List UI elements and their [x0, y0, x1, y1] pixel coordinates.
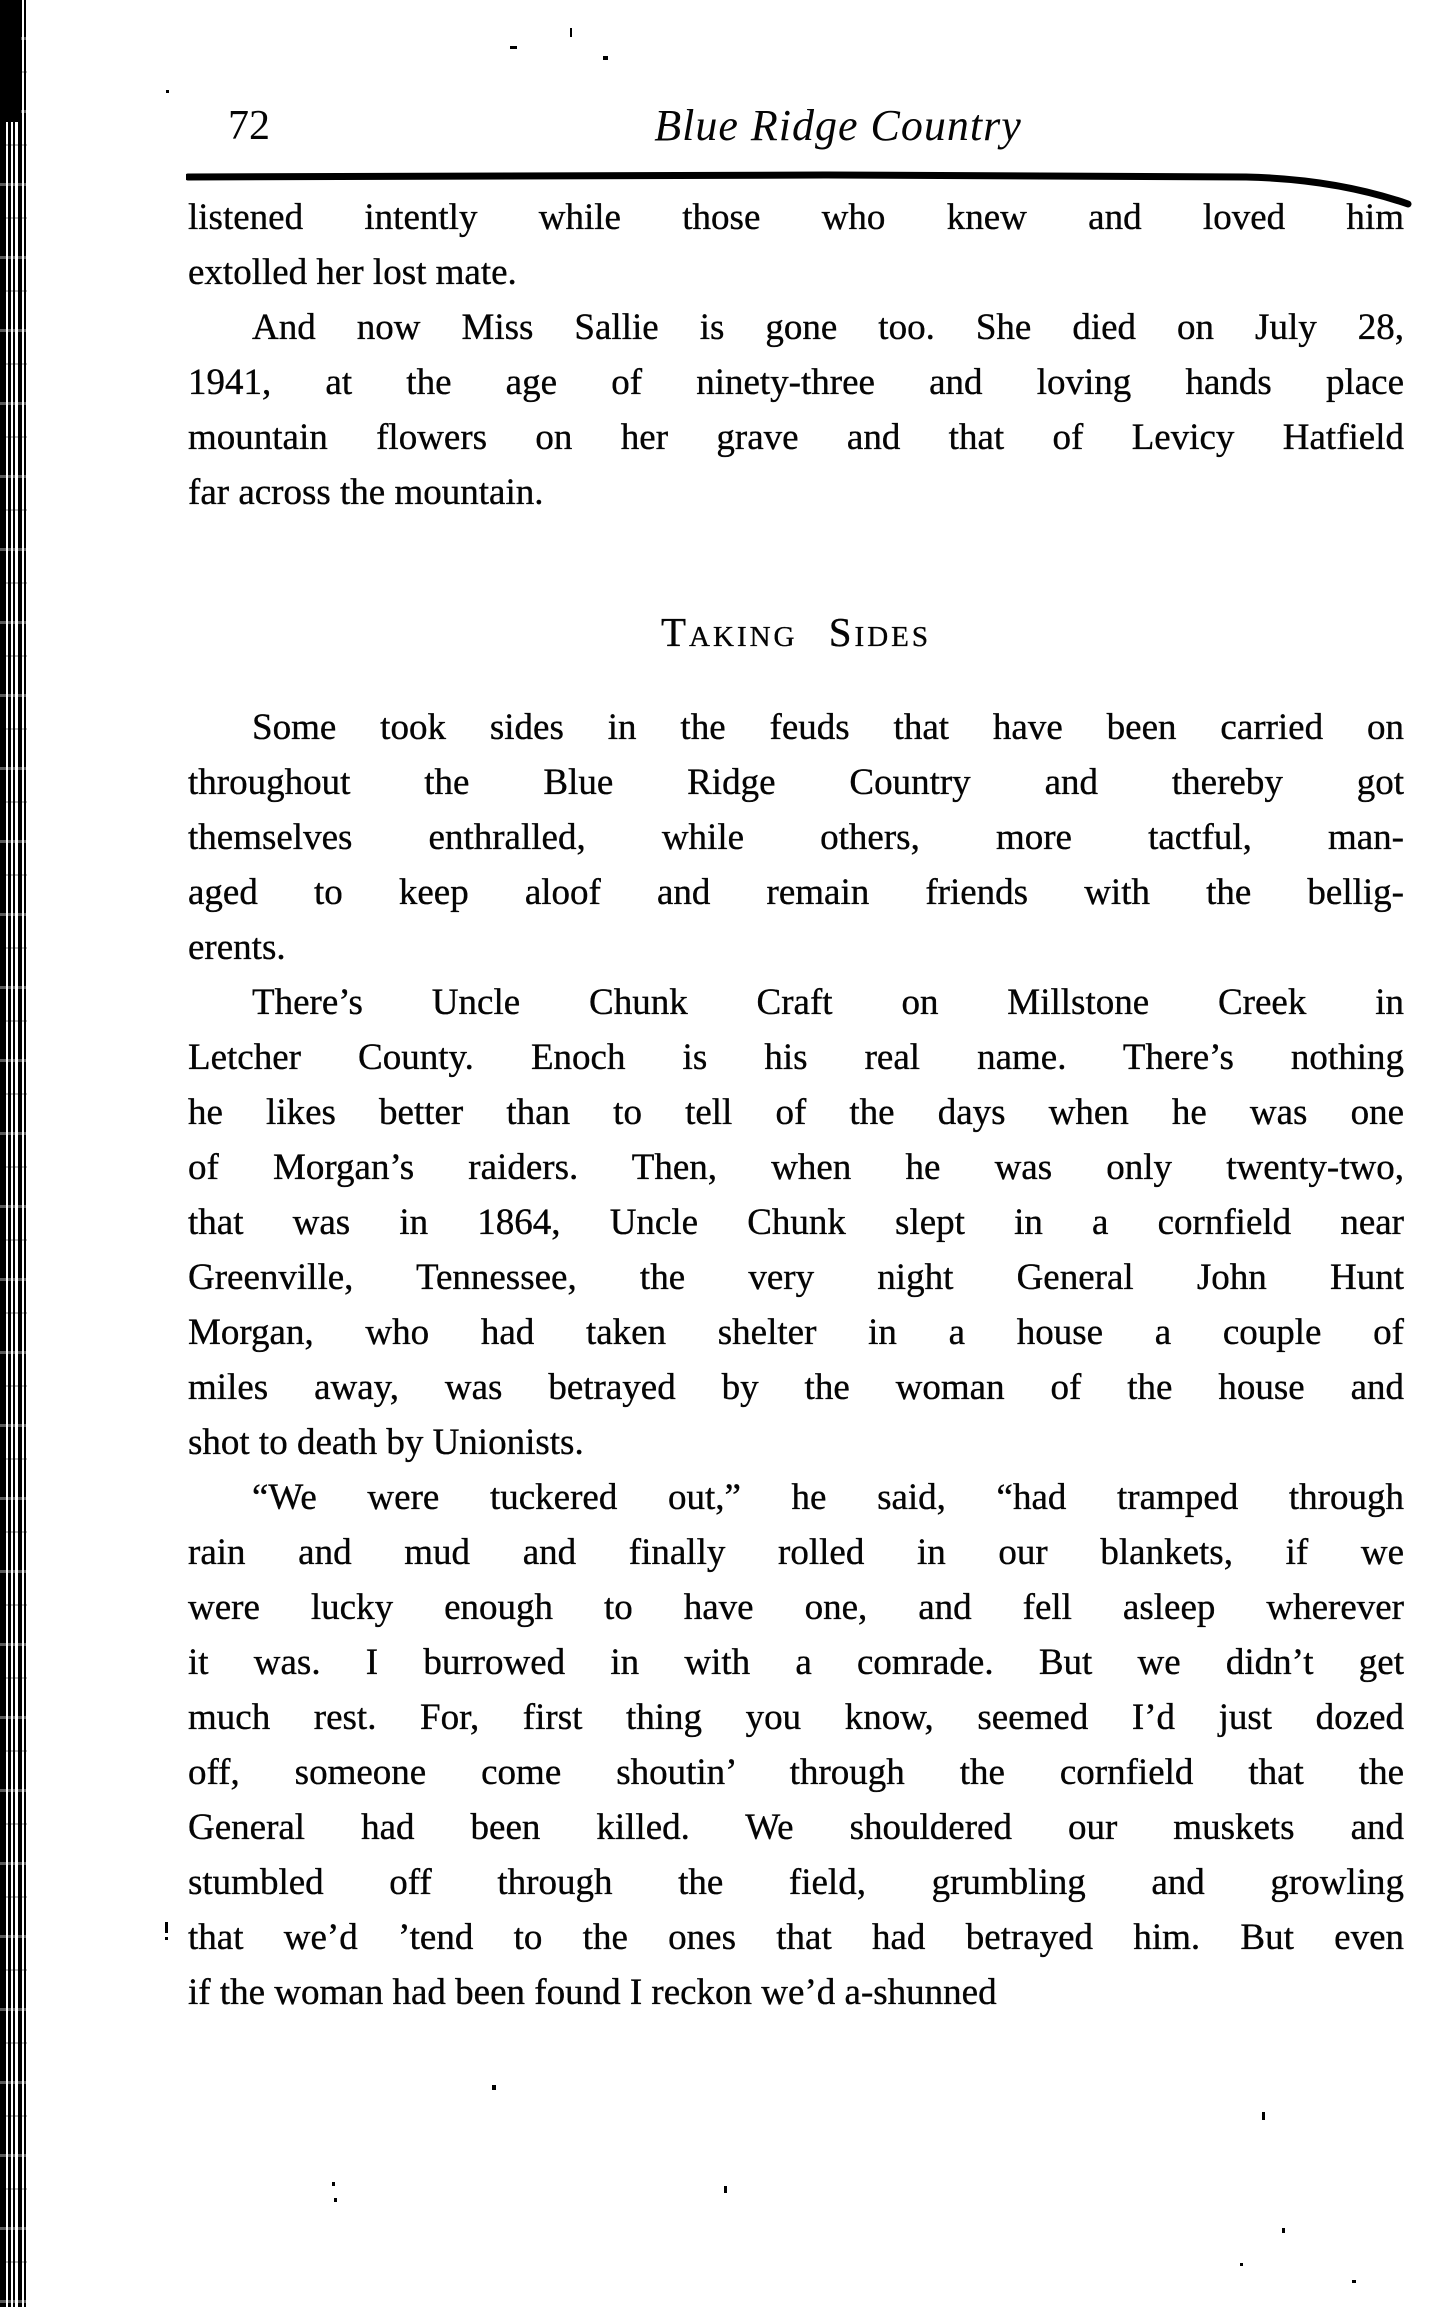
text-line: “We were tuckered out,” he said, “had tramped through	[252, 1477, 1404, 1518]
text-line: stumbled off through the field, grumbling and growling	[188, 1862, 1404, 1903]
text-line: far across the mountain.	[188, 472, 544, 513]
page-number: 72	[228, 103, 270, 149]
text-line: erents.	[188, 927, 286, 968]
scan-artifact	[492, 2085, 496, 2090]
scan-artifact	[570, 28, 572, 37]
text-line: Morgan, who had taken shelter in a house a couple of	[188, 1312, 1404, 1353]
text-line: Some took sides in the feuds that have been carried on	[252, 707, 1404, 748]
text-line: it was. I burrowed in with a comrade. But we didn’t get	[188, 1642, 1404, 1683]
text-line: aged to keep aloof and remain friends with the bellig-	[188, 872, 1404, 913]
text-line: rain and mud and finally rolled in our blankets, if we	[188, 1532, 1404, 1573]
text-line: were lucky enough to have one, and fell asleep wherever	[188, 1587, 1404, 1628]
scan-artifact	[510, 46, 517, 49]
running-title: Blue Ridge Country	[654, 101, 1022, 150]
text-line: that we’d ’tend to the ones that had betrayed him. But even	[188, 1917, 1404, 1958]
scan-artifact	[1352, 2280, 1356, 2283]
scan-artifact	[1240, 2263, 1243, 2266]
text-line: miles away, was betrayed by the woman of the house and	[188, 1367, 1404, 1408]
section-heading: Taking Sides	[661, 609, 931, 655]
text-line: extolled her lost mate.	[188, 252, 517, 293]
scan-artifact	[334, 2198, 337, 2202]
text-line: listened intently while those who knew and loved him	[188, 197, 1404, 238]
text-line: Greenville, Tennessee, the very night General John Hunt	[188, 1257, 1404, 1298]
scan-artifact	[1262, 2112, 1265, 2120]
text-line: shot to death by Unionists.	[188, 1422, 584, 1463]
text-line: There’s Uncle Chunk Craft on Millstone Creek in	[252, 982, 1404, 1023]
text-line: General had been killed. We shouldered our muskets and	[188, 1807, 1404, 1848]
text-line: much rest. For, first thing you know, seemed I’d just dozed	[188, 1697, 1404, 1738]
scan-artifact	[603, 56, 608, 60]
text-line: mountain flowers on her grave and that of Levicy Hatfield	[188, 417, 1404, 458]
scan-binding-streaks	[0, 0, 27, 2307]
text-line: throughout the Blue Ridge Country and thereby got	[188, 762, 1404, 803]
scan-artifact	[724, 2186, 727, 2193]
text-line: if the woman had been found I reckon we’d a-shunned	[188, 1972, 997, 2013]
scan-artifact	[1282, 2228, 1285, 2233]
scan-corner-blot	[0, 0, 21, 122]
scan-artifact	[165, 1922, 168, 1933]
text-line: Letcher County. Enoch is his real name. There’s nothing	[188, 1037, 1404, 1078]
scan-artifact	[165, 1937, 168, 1940]
text-line: of Morgan’s raiders. Then, when he was only twenty-two,	[188, 1147, 1404, 1188]
scan-artifact	[166, 90, 169, 93]
text-column	[188, 190, 1404, 2020]
scan-artifact	[332, 2182, 335, 2186]
page-header	[188, 100, 1404, 152]
text-line: off, someone come shoutin’ through the cornfield that the	[188, 1752, 1404, 1793]
text-line: themselves enthralled, while others, more tactful, man-	[188, 817, 1404, 858]
text-line: he likes better than to tell of the days when he was one	[188, 1092, 1404, 1133]
text-line: And now Miss Sallie is gone too. She died on July 28,	[252, 307, 1404, 348]
text-line: 1941, at the age of ninety-three and loving hands place	[188, 362, 1404, 403]
text-line: that was in 1864, Uncle Chunk slept in a cornfield near	[188, 1202, 1404, 1243]
